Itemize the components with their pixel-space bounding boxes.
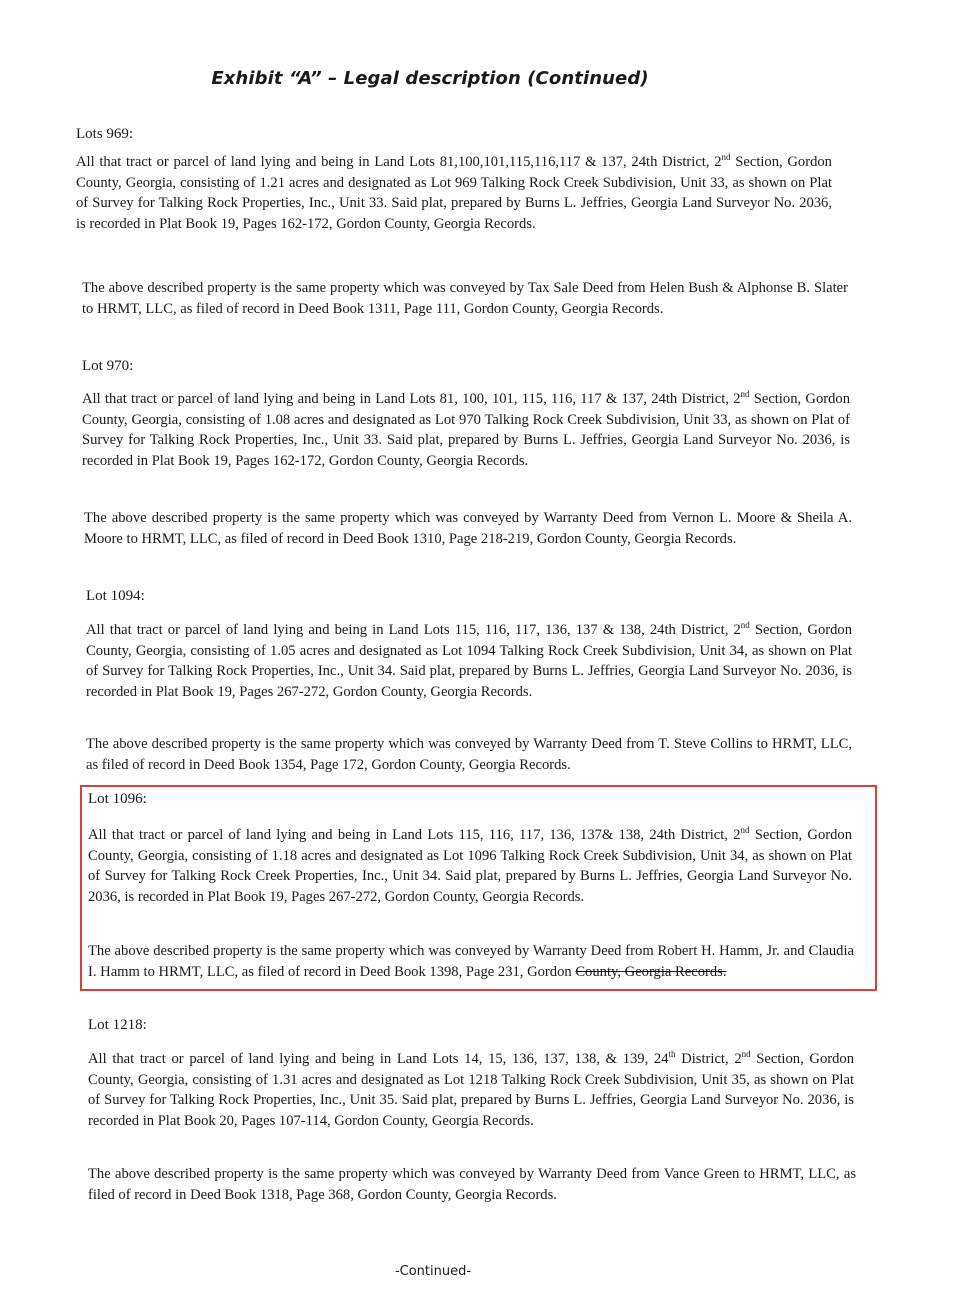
lot-1096-conveyance: The above described property is the same property which was conveyed by Warranty Deed from Robert H. Hamm, Jr. and Claudia I. Hamm to HRMT, LLC, as filed of record in Deed Book 1398, Page 231, Gordon County, Georgia Records. [88, 943, 854, 980]
lot-969-heading: Lots 969: [76, 126, 134, 142]
document-title: Exhibit “A” – Legal description (Continued) [211, 68, 649, 89]
lot-1218-legal-description: All that tract or parcel of land lying and being in Land Lots 14, 15, 136, 137, 138, & 139, 24th District, 2nd Section, Gordon County, Georgia, consisting of 1.31 acres and designated as Lot 1218 Talking Rock Creek Subdivision, Unit 35, as shown on Plat of Survey for Talking Rock Properties, Inc., Unit 35. Said plat, prepared by Burns L. Jeffries, Georgia Land Surveyor No. 2036, is recorded in Plat Book 20, Pages 107-114, Gordon County, Georgia Records. [88, 1049, 854, 1129]
lot-1096-legal-description: All that tract or parcel of land lying and being in Land Lots 115, 116, 117, 136, 137& 138, 24th District, 2nd Section, Gordon County, Georgia, consisting of 1.18 acres and designated as Lot 1096 Talking Rock Creek Subdivision, Unit 34, as shown on Plat of Survey for Talking Rock Creek Properties, Inc., Unit 34. Said plat, prepared by Burns L. Jeffries, Georgia Land Surveyor No. 2036, is recorded in Plat Book 19, Pages 267-272, Gordon County, Georgia Records. [88, 825, 852, 905]
lot-1094-conveyance: The above described property is the same property which was conveyed by Warranty Deed from T. Steve Collins to HRMT, LLC, as filed of record in Deed Book 1354, Page 172, Gordon County, Georgia Records. [86, 736, 852, 773]
lot-970-conveyance: The above described property is the same property which was conveyed by Warranty Deed from Vernon L. Moore & Sheila A. Moore to HRMT, LLC, as filed of record in Deed Book 1310, Page 218-219, Gordon County, Georgia Records. [84, 510, 852, 547]
lot-1094-legal-description: All that tract or parcel of land lying and being in Land Lots 115, 116, 117, 136, 137 & 138, 24th District, 2nd Section, Gordon County, Georgia, consisting of 1.05 acres and designated as Lot 1094 Talking Rock Creek Subdivision, Unit 34, as shown on Plat of Survey for Talking Rock Properties, Inc., Unit 34. Said plat, prepared by Burns L. Jeffries, Georgia Land Surveyor No. 2036, is recorded in Plat Book 19, Pages 267-272, Gordon County, Georgia Records. [86, 620, 852, 700]
lot-1218-heading: Lot 1218: [88, 1017, 147, 1033]
lot-969-conveyance: The above described property is the same property which was conveyed by Tax Sale Deed from Helen Bush & Alphonse B. Slater to HRMT, LLC, as filed of record in Deed Book 1311, Page 111, Gordon County, Georgia Records. [82, 280, 848, 317]
struck-text: County, Georgia Records. [575, 963, 727, 980]
lot-969-legal-description: All that tract or parcel of land lying and being in Land Lots 81,100,101,115,116,117 & 137, 24th District, 2nd Section, Gordon County, Georgia, consisting of 1.21 acres and designated as Lot 969 Talking Rock Creek Subdivision, Unit 33, as shown on Plat of Survey for Talking Rock Properties, Inc., Unit 33. Said plat, prepared by Burns L. Jeffries, Georgia Land Surveyor No. 2036, is recorded in Plat Book 19, Pages 162-172, Gordon County, Georgia Records. [76, 152, 832, 232]
lot-1094-heading: Lot 1094: [86, 588, 145, 604]
lot-970-heading: Lot 970: [82, 358, 134, 374]
lot-1218-conveyance: The above described property is the same property which was conveyed by Warranty Deed from Vance Green to HRMT, LLC, as filed of record in Deed Book 1318, Page 368, Gordon County, Georgia Records. [88, 1166, 856, 1203]
lot-970-legal-description: All that tract or parcel of land lying and being in Land Lots 81, 100, 101, 115, 116, 117 & 137, 24th District, 2nd Section, Gordon County, Georgia, consisting of 1.08 acres and designated as Lot 970 Talking Rock Creek Subdivision, Unit 33, as shown on Plat of Survey for Talking Rock Properties, Inc., Unit 33. Said plat, prepared by Burns L. Jeffries, Georgia Land Surveyor No. 2036, is recorded in Plat Book 19, Pages 162-172, Gordon County, Georgia Records. [82, 389, 850, 469]
continued-footer: -Continued- [394, 1264, 472, 1279]
lot-1096-heading: Lot 1096: [88, 791, 147, 807]
